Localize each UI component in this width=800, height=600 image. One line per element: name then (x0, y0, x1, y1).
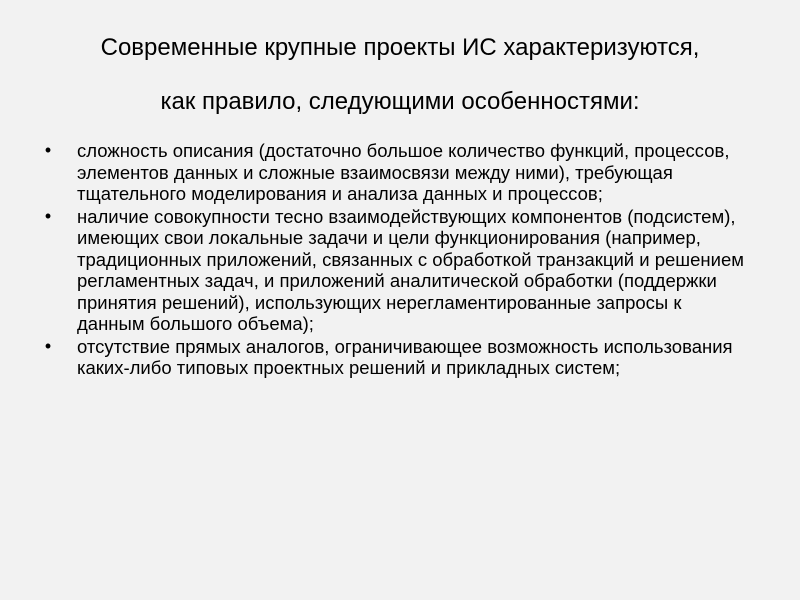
bullet-item-complexity (40, 140, 750, 205)
bullet-text: наличие совокупности тесно взаимодействующих компонентов (подсистем), имеющих свои локальные задачи и цели функционирования (например, традиционных приложений, связанных с обработкой транзакций и решением регламентных задач, и приложений аналитической обработки (поддержки принятия решений), использующих нерегламентированные запросы к данным большого объема); (77, 205, 744, 334)
bullet-item-no-analogs (40, 336, 750, 379)
bullet-text: отсутствие прямых аналогов, ограничивающее возможность использования каких-либо типовых проектных решений и прикладных систем; (77, 335, 733, 378)
bullet-text: сложность описания (достаточно большое количество функций, процессов, элементов данных и сложные взаимосвязи между ними), требующая тщательного моделирования и анализа данных и процессов; (77, 140, 730, 204)
bullet-item-components (40, 206, 750, 335)
bullet-icon: • (44, 140, 52, 160)
slide-title-line-1: Современные крупные проекты ИС характеризуются, (100, 34, 700, 61)
slide-title-line-2: как правило, следующими особенностями: (160, 88, 640, 115)
bullet-icon: • (44, 205, 52, 226)
bullet-list (40, 140, 750, 380)
bullet-icon: • (44, 335, 52, 356)
